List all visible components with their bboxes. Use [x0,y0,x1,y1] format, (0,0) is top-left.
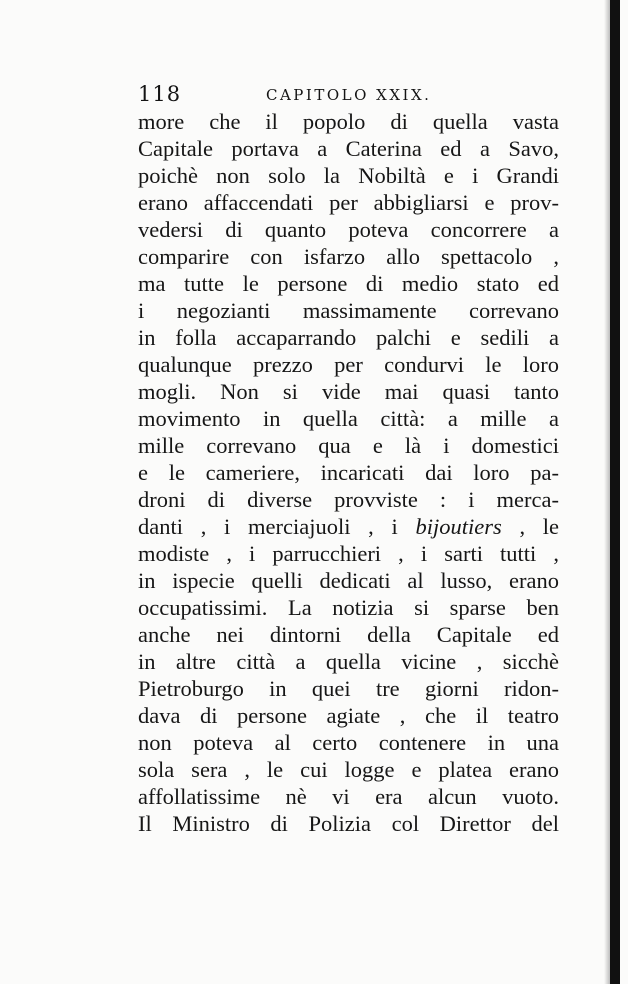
text-line: qualunque prezzo per condurvi le loro [138,352,559,377]
text-line: modiste , i parrucchieri , i sarti tutti , [138,541,559,566]
text-segment: danti , i merciajuoli , i [138,514,398,539]
text-line: ma tutte le persone di medio stato ed [138,271,559,296]
text-line: Capitale portava a Caterina ed a Savo, [138,136,559,161]
italic-word: bijoutiers [415,514,502,539]
text-line: vedersi di quanto poteva concorrere a [138,217,559,242]
text-line: comparire con isfarzo allo spettacolo , [138,244,559,269]
page-header [138,82,558,108]
text-line: in ispecie quelli dedicati al lusso, erano [138,568,559,593]
text-line: in folla accaparrando palchi e sedili a [138,325,559,350]
text-line: sola sera , le cui logge e platea erano [138,757,559,782]
text-line: more che il popolo di quella vasta [138,109,559,134]
text-line: movimento in quella città: a mille a [138,406,559,431]
page-number: 118 [138,82,182,106]
text-line: occupatissimi. La notizia si sparse ben [138,595,559,620]
text-line: non poteva al certo contenere in una [138,730,559,755]
text-line: anche nei dintorni della Capitale ed [138,622,559,647]
text-line-with-italic [138,513,559,540]
text-line: mogli. Non si vide mai quasi tanto [138,379,559,404]
text-line: erano affaccendati per abbigliarsi e prov- [138,190,559,215]
text-line: in altre città a quella vicine , sicchè [138,649,559,674]
running-head: CAPITOLO XXIX. [266,86,432,104]
text-line: dava di persone agiate , che il teatro [138,703,559,728]
body-text [138,108,559,837]
text-line: i negozianti massimamente correvano [138,298,559,323]
text-line: Pietroburgo in quei tre giorni ridon- [138,676,559,701]
text-line: droni di diverse provviste : i merca- [138,487,559,512]
text-line: e le cameriere, incaricati dai loro pa- [138,460,559,485]
text-line: affollatissime nè vi era alcun vuoto. [138,784,559,809]
text-segment: , le [519,514,560,539]
page-edge [610,0,620,984]
text-line: mille correvano qua e là i domestici [138,433,559,458]
text-line: poichè non solo la Nobiltà e i Grandi [138,163,559,188]
text-line: Il Ministro di Polizia col Direttor del [138,811,559,836]
